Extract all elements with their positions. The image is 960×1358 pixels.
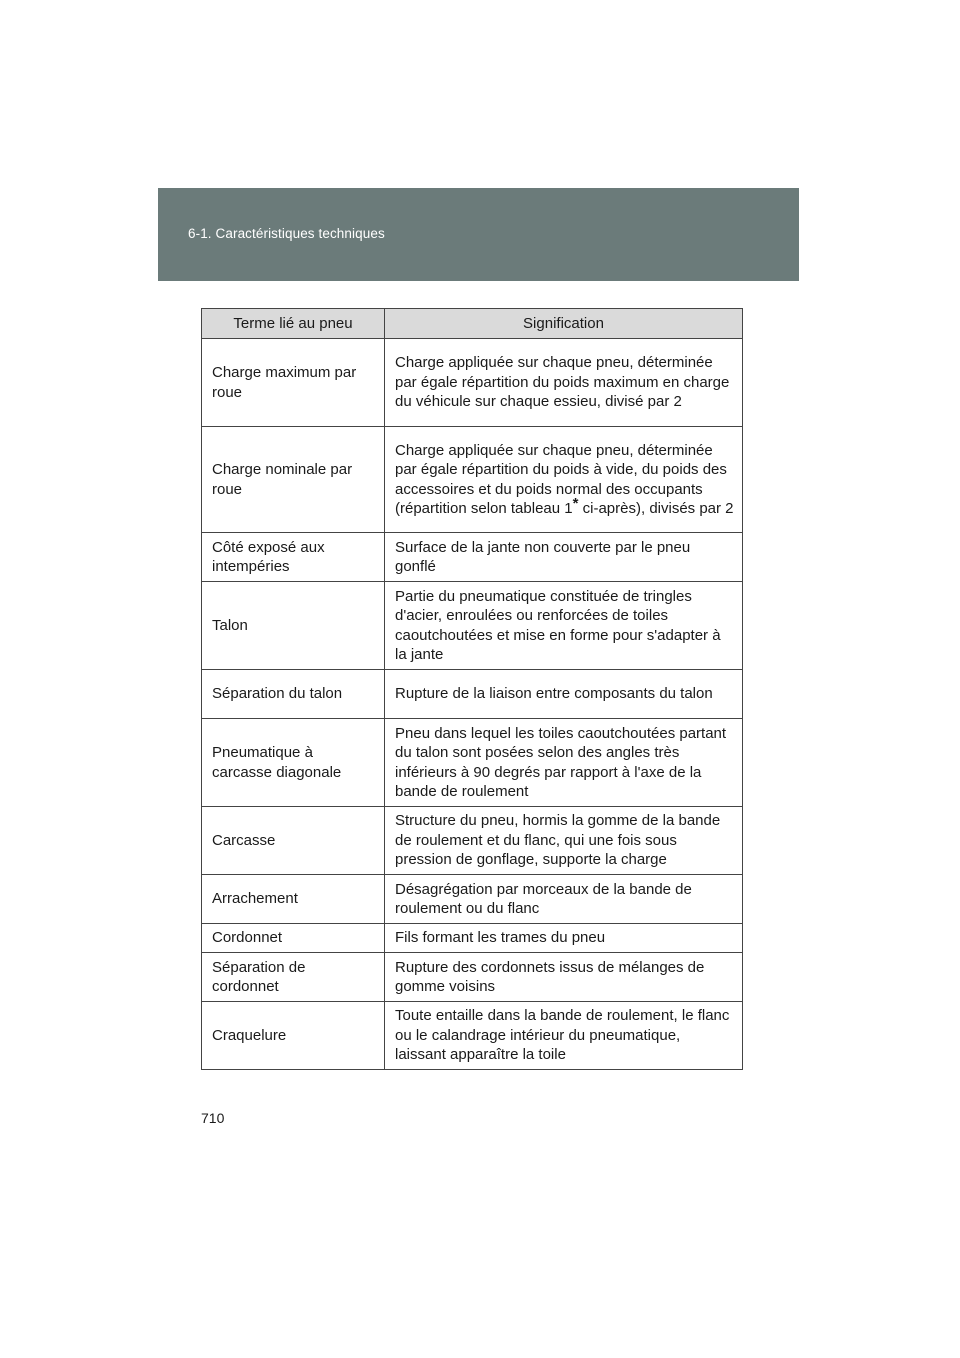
section-title: 6-1. Caractéristiques techniques [188,226,385,241]
table-row [202,875,743,924]
table-row [202,582,743,670]
table-row [202,339,743,427]
table-row [202,953,743,1002]
table-row [202,1002,743,1070]
page-number: 710 [201,1110,225,1126]
meaning-cell: Structure du pneu, hormis la gomme de la bande de roulement et du flanc, qui une fois sous pression de gonflage, supporte la charge [385,807,743,875]
table-row [202,719,743,807]
section-header-band [158,188,799,281]
tire-terms-table [201,308,743,1070]
meaning-cell: Rupture des cordonnets issus de mélanges de gomme voisins [385,953,743,1002]
meaning-text-part: Charge appliquée sur chaque pneu, déterminée par égale répartition du poids à vide, du poids des accessoires et du poids normal des occupants (répartition selon tableau 1 [395,441,727,517]
column-header-meaning: Signification [385,309,743,339]
meaning-cell: Pneu dans lequel les toiles caoutchoutées partant du talon sont posées selon des angles très inférieurs à 90 degrés par rapport à l'axe de la bande de roulement [385,719,743,807]
term-cell: Talon [202,582,385,670]
meaning-cell: Surface de la jante non couverte par le pneu gonflé [385,533,743,582]
term-cell: Séparation du talon [202,670,385,719]
footnote-marker: * [572,494,579,512]
term-cell: Arrachement [202,875,385,924]
meaning-cell: Toute entaille dans la bande de roulement, le flanc ou le calandrage intérieur du pneumatique, laissant apparaître la toile [385,1002,743,1070]
table-row [202,807,743,875]
table-row [202,533,743,582]
term-cell: Cordonnet [202,924,385,953]
term-cell: Craquelure [202,1002,385,1070]
table-header-row [202,309,743,339]
term-cell: Charge maximum par roue [202,339,385,427]
term-cell: Côté exposé aux intempéries [202,533,385,582]
meaning-cell: Partie du pneumatique constituée de tringles d'acier, enroulées ou renforcées de toiles caoutchoutées et mise en forme pour s'adapter à la jante [385,582,743,670]
meaning-cell: Désagrégation par morceaux de la bande de roulement ou du flanc [385,875,743,924]
term-cell: Charge nominale par roue [202,427,385,533]
term-cell: Pneumatique à carcasse diagonale [202,719,385,807]
term-cell: Séparation de cordonnet [202,953,385,1002]
term-cell: Carcasse [202,807,385,875]
meaning-cell: Fils formant les trames du pneu [385,924,743,953]
column-header-term: Terme lié au pneu [202,309,385,339]
table-row [202,670,743,719]
table-row [202,427,743,533]
meaning-cell: Rupture de la liaison entre composants du talon [385,670,743,719]
meaning-text-part: ci-après), divisés par 2 [578,500,734,517]
table-row [202,924,743,953]
meaning-cell: Charge appliquée sur chaque pneu, déterminée par égale répartition du poids maximum en charge du véhicule sur chaque essieu, divisé par 2 [385,339,743,427]
meaning-cell [385,427,743,533]
